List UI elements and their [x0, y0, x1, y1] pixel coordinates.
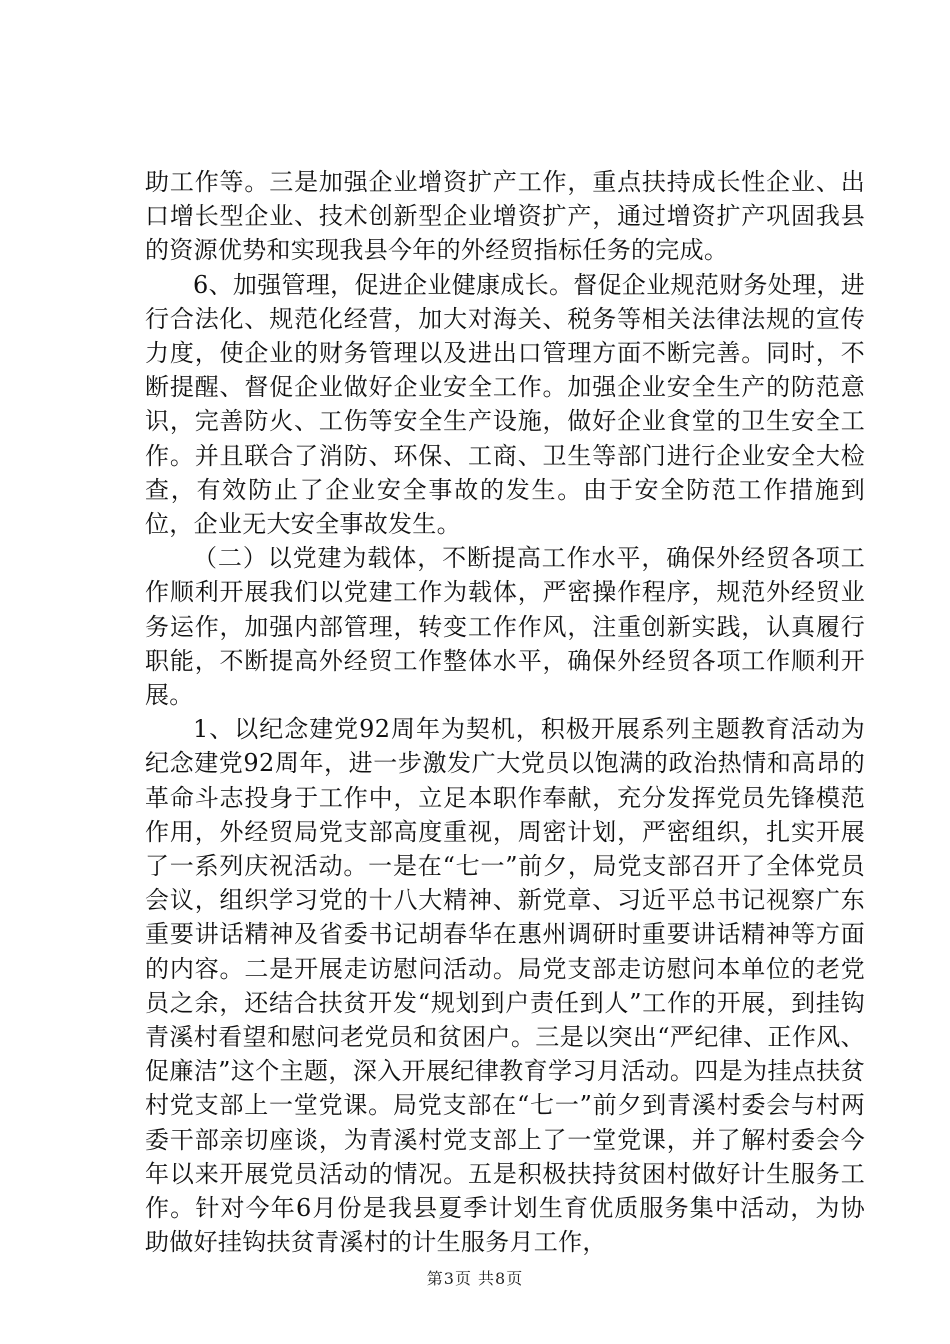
document-body: [145, 165, 865, 1260]
paragraph: 助工作等。三是加强企业增资扩产工作，重点扶持成长性企业、出口增长型企业、技术创新型企业增资扩产，通过增资扩产巩固我县的资源优势和实现我县今年的外经贸指标任务的完成。: [145, 168, 865, 265]
paragraph: 6、加强管理，促进企业健康成长。督促企业规范财务处理，进行合法化、规范化经营，加大对海关、税务等相关法律法规的宣传力度，使企业的财务管理以及进出口管理方面不断完善。同时，不断提醒、督促企业做好企业安全工作。加强企业安全生产的防范意识，完善防火、工伤等安全生产设施，做好企业食堂的卫生安全工作。并且联合了消防、环保、工商、卫生等部门进行企业安全大检查，有效防止了企业安全事故的发生。由于安全防范工作措施到位，企业无大安全事故发生。: [145, 270, 865, 539]
paragraph: 1、以纪念建党92周年为契机，积极开展系列主题教育活动为纪念建党92周年，进一步激发广大党员以饱满的政治热情和高昂的革命斗志投身于工作中，立足本职作奉献，充分发挥党员先锋模范作用，外经贸局党支部高度重视，周密计划，严密组织，扎实开展了一系列庆祝活动。一是在“七一”前夕，局党支部召开了全体党员会议，组织学习党的十八大精神、新党章、习近平总书记视察广东重要讲话精神及省委书记胡春华在惠州调研时重要讲话精神等方面的内容。二是开展走访慰问活动。局党支部走访慰问本单位的老党员之余，还结合扶贫开发“规划到户责任到人”工作的开展，到挂钩青溪村看望和慰问老党员和贫困户。三是以突出“严纪律、正作风、促廉洁”这个主题，深入开展纪律教育学习月活动。四是为挂点扶贫村党支部上一堂党课。局党支部在“七一”前夕到青溪村委会与村两委干部亲切座谈，为青溪村党支部上了一堂党课，并了解村委会今年以来开展党员活动的情况。五是积极扶持贫困村做好计生服务工作。针对今年6月份是我县夏季计划生育优质服务集中活动，为协助做好挂钩扶贫青溪村的计生服务月工作，: [145, 715, 865, 1257]
paragraph: （二）以党建为载体，不断提高工作水平，确保外经贸各项工作顺利开展我们以党建工作为载体，严密操作程序，规范外经贸业务运作，加强内部管理，转变工作作风，注重创新实践，认真履行职能，不断提高外经贸工作整体水平，确保外经贸各项工作顺利开展。: [145, 544, 865, 710]
page-number-footer: 第3页 共8页: [426, 1269, 524, 1288]
